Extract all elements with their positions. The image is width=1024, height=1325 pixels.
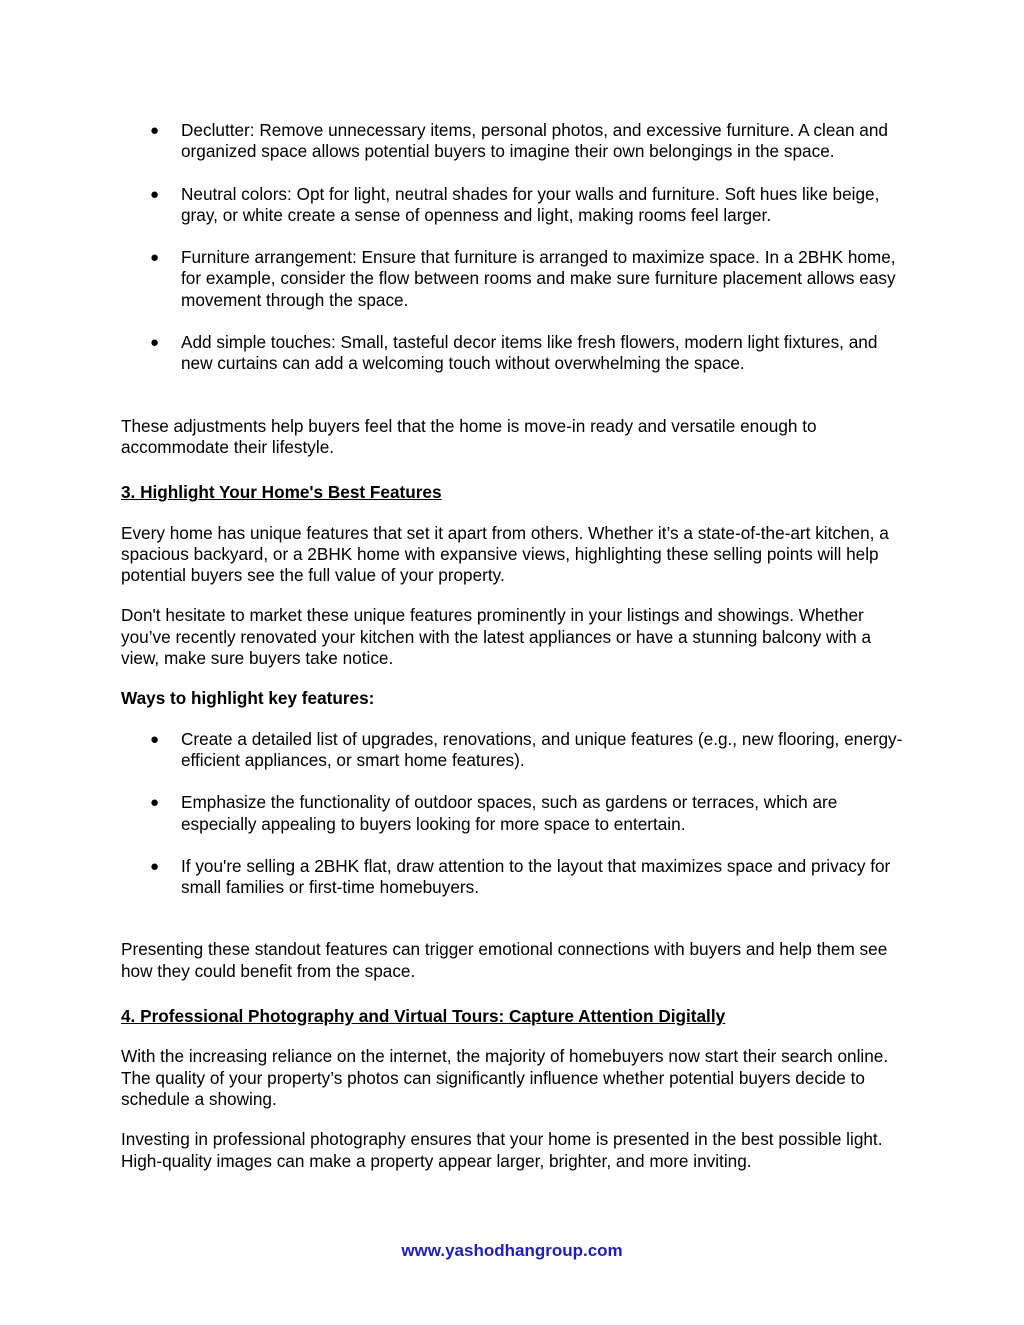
staging-tips-list — [121, 120, 911, 375]
paragraph-features-intro: Every home has unique features that set it apart from others. Whether it’s a state-of-the-art kitchen, a spacious backyard, or a 2BHK home with expansive views, highlighting these selling points will help potential buyers see the full value of your property. — [121, 522, 889, 586]
paragraph-features-market: Don't hesitate to market these unique features prominently in your listings and showings. Whether you’ve recently renovated your kitchen with the latest appliances or have a stunning balcony with a view, make sure buyers take notice. — [121, 605, 872, 669]
list-item-text: Add simple touches: Small, tasteful decor items like fresh flowers, modern light fixtures, and new curtains can add a welcoming touch without overwhelming the space. — [181, 332, 878, 374]
paragraph-presenting: Presenting these standout features can trigger emotional connections with buyers and help them see how they could benefit from the space. — [121, 939, 888, 981]
list-item-text: Neutral colors: Opt for light, neutral shades for your walls and furniture. Soft hues like beige, gray, or white create a sense of openness and light, making rooms feel larger. — [181, 183, 880, 225]
list-item-text: Emphasize the functionality of outdoor spaces, such as gardens or terraces, which are especially appealing to buyers looking for more space to entertain. — [181, 792, 838, 834]
list-item-text: Furniture arrangement: Ensure that furniture is arranged to maximize space. In a 2BHK home, for example, consider the flow between rooms and make sure furniture placement allows easy movement through the space. — [181, 247, 896, 310]
list-item — [121, 120, 911, 163]
ways-heading: Ways to highlight key features: — [121, 688, 375, 709]
bullet-icon: ● — [150, 334, 160, 352]
bullet-icon: ● — [150, 249, 160, 267]
key-features-list — [121, 729, 911, 899]
document-page — [121, 120, 911, 1172]
list-item-text: If you're selling a 2BHK flat, draw attention to the layout that maximizes space and privacy for small families or first-time homebuyers. — [181, 855, 891, 898]
bullet-icon: ● — [150, 122, 160, 139]
paragraph-photography-invest: Investing in professional photography ensures that your home is presented in the best possible light. High-quality images can make a property appear larger, brighter, and more inviting. — [121, 1129, 883, 1171]
list-item — [121, 247, 911, 311]
bullet-icon: ● — [150, 185, 160, 203]
list-item — [121, 184, 911, 227]
list-item-text: Declutter: Remove unnecessary items, personal photos, and excessive furniture. A clean and organized space allows potential buyers to imagine their own belongings in the space. — [181, 120, 888, 162]
list-item — [121, 729, 911, 772]
paragraph-adjustments: These adjustments help buyers feel that the home is move-in ready and versatile enough to accommodate their lifestyle. — [121, 415, 817, 457]
list-item-text: Create a detailed list of upgrades, renovations, and unique features (e.g., new flooring, energy-efficient appliances, or smart home features). — [181, 728, 903, 770]
bullet-icon: ● — [150, 794, 160, 812]
list-item — [121, 332, 911, 375]
bullet-icon: ● — [150, 857, 160, 875]
list-item — [121, 792, 911, 835]
list-item — [121, 856, 911, 899]
section-heading-4: 4. Professional Photography and Virtual Tours: Capture Attention Digitally — [121, 1006, 726, 1027]
bullet-icon: ● — [150, 730, 160, 748]
footer-website-link[interactable]: www.yashodhangroup.com — [401, 1241, 623, 1260]
section-heading-3: 3. Highlight Your Home's Best Features — [121, 482, 442, 503]
paragraph-photography-intro: With the increasing reliance on the internet, the majority of homebuyers now start their search online. The quality of your property’s photos can significantly influence whether potential buyers decide to schedule a showing. — [121, 1046, 889, 1109]
